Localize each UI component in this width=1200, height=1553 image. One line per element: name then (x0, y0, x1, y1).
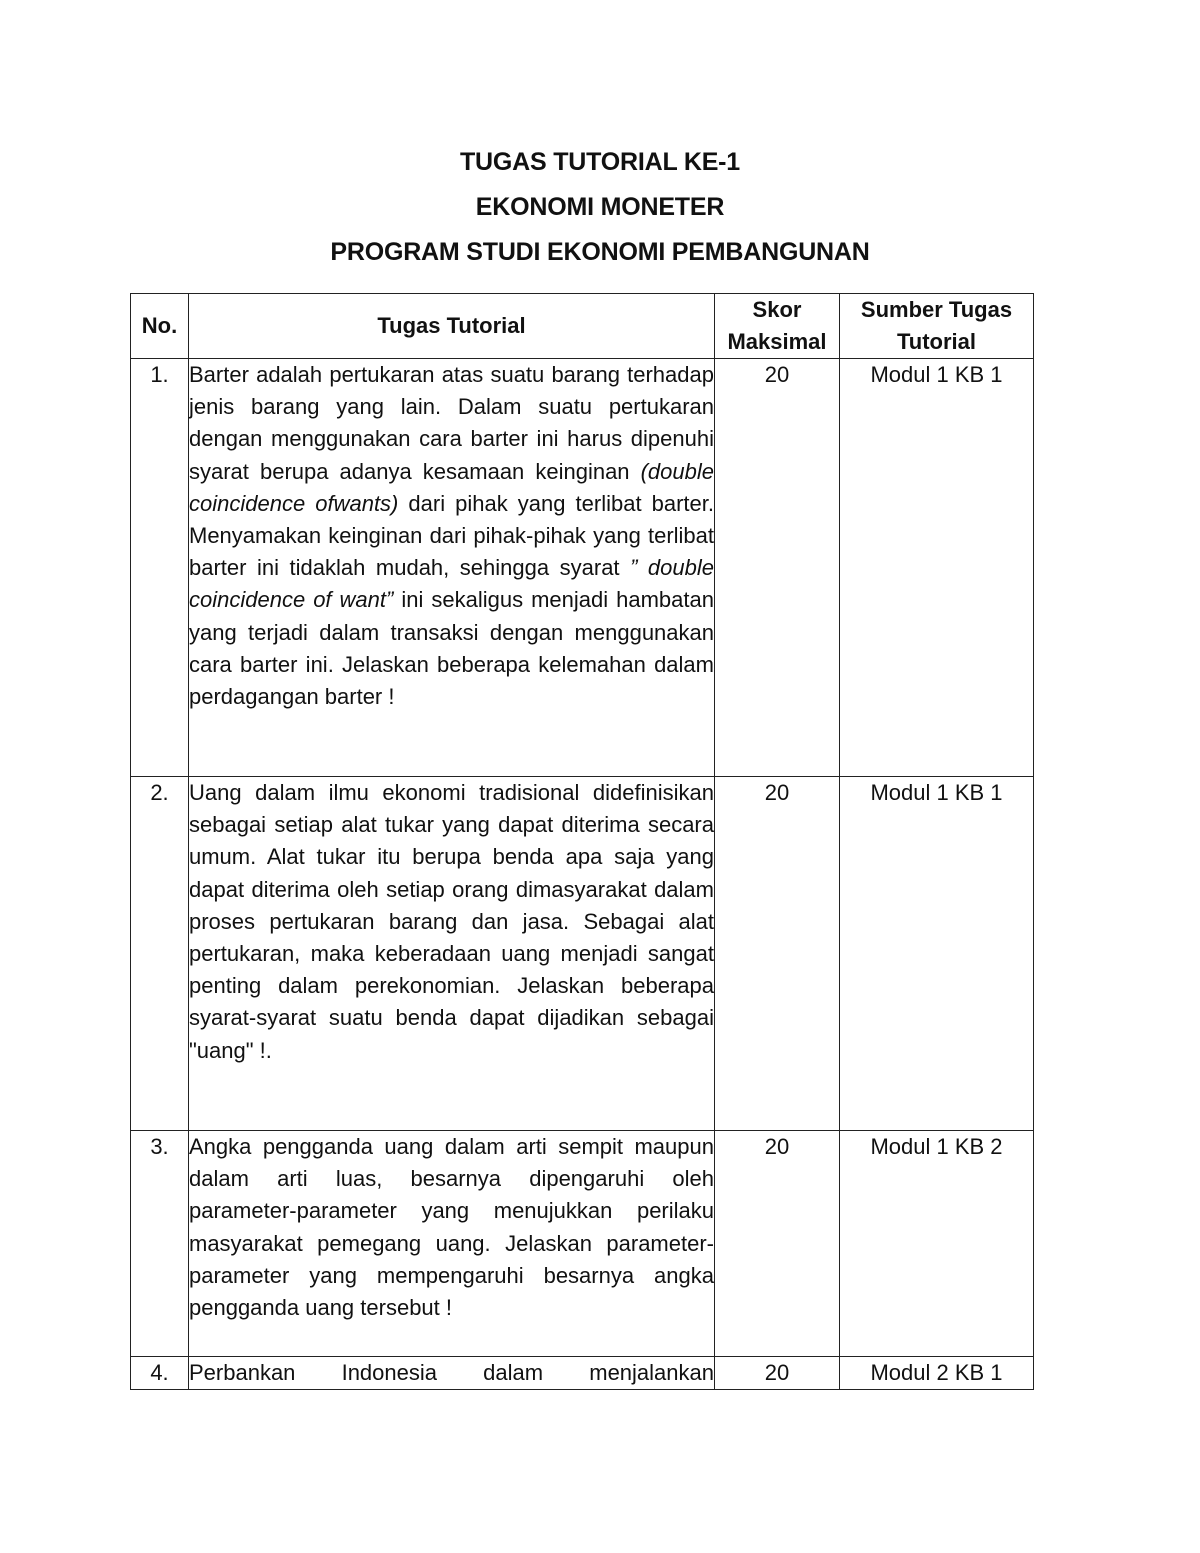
row-task-text: Perbankan Indonesia dalam menjalankan (189, 1357, 715, 1390)
table-row (131, 1131, 1034, 1357)
row-score: 20 (715, 359, 840, 777)
header-source: Sumber Tugas Tutorial (840, 294, 1034, 359)
row-score: 20 (715, 777, 840, 1131)
title-line-1: TUGAS TUTORIAL KE-1 (459, 148, 740, 176)
row-source: Modul 1 KB 1 (840, 777, 1034, 1131)
document-title (0, 140, 1200, 275)
table-row (131, 359, 1034, 777)
table-row (131, 777, 1034, 1131)
row-score: 20 (715, 1357, 840, 1390)
row-number: 2. (131, 777, 189, 1131)
row-task-text: Barter adalah pertukaran atas suatu barang terhadap jenis barang yang lain. Dalam suatu pertukaran dengan menggunakan cara barter ini harus dipenuhi syarat berupa adanya kesamaan keinginan (double coincidence ofwants) dari pihak yang terlibat barter. Menyamakan keinginan dari pihak-pihak yang terlibat barter ini tidaklah mudah, sehingga syarat ” double coincidence of want” ini sekaligus menjadi hambatan yang terjadi dalam transaksi dengan menggunakan cara barter ini. Jelaskan beberapa kelemahan dalam perdagangan barter ! (189, 359, 715, 777)
table-row (131, 1357, 1034, 1390)
row-number: 1. (131, 359, 189, 777)
header-task: Tugas Tutorial (189, 294, 715, 359)
title-line-3: PROGRAM STUDI EKONOMI PEMBANGUNAN (330, 238, 870, 266)
row-number: 4. (131, 1357, 189, 1390)
row-source: Modul 1 KB 2 (840, 1131, 1034, 1357)
row-number: 3. (131, 1131, 189, 1357)
tutorial-tasks-table (130, 293, 1034, 1390)
row-source: Modul 2 KB 1 (840, 1357, 1034, 1390)
title-line-2: EKONOMI MONETER (475, 193, 725, 221)
header-score: Skor Maksimal (715, 294, 840, 359)
row-task-text: Uang dalam ilmu ekonomi tradisional didefinisikan sebagai setiap alat tukar yang dapat diterima secara umum. Alat tukar itu berupa benda apa saja yang dapat diterima oleh setiap orang dimasyarakat dalam proses pertukaran barang dan jasa. Sebagai alat pertukaran, maka keberadaan uang menjadi sangat penting dalam perekonomian. Jelaskan beberapa syarat-syarat suatu benda dapat dijadikan sebagai "uang" !. (189, 777, 715, 1131)
row-source: Modul 1 KB 1 (840, 359, 1034, 777)
table-header-row (131, 294, 1034, 359)
row-score: 20 (715, 1131, 840, 1357)
row-task-text: Angka pengganda uang dalam arti sempit maupun dalam arti luas, besarnya dipengaruhi oleh parameter-parameter yang menujukkan perilaku masyarakat pemegang uang. Jelaskan parameter-parameter yang mempengaruhi besarnya angka pengganda uang tersebut ! (189, 1131, 715, 1357)
header-no: No. (131, 294, 189, 359)
